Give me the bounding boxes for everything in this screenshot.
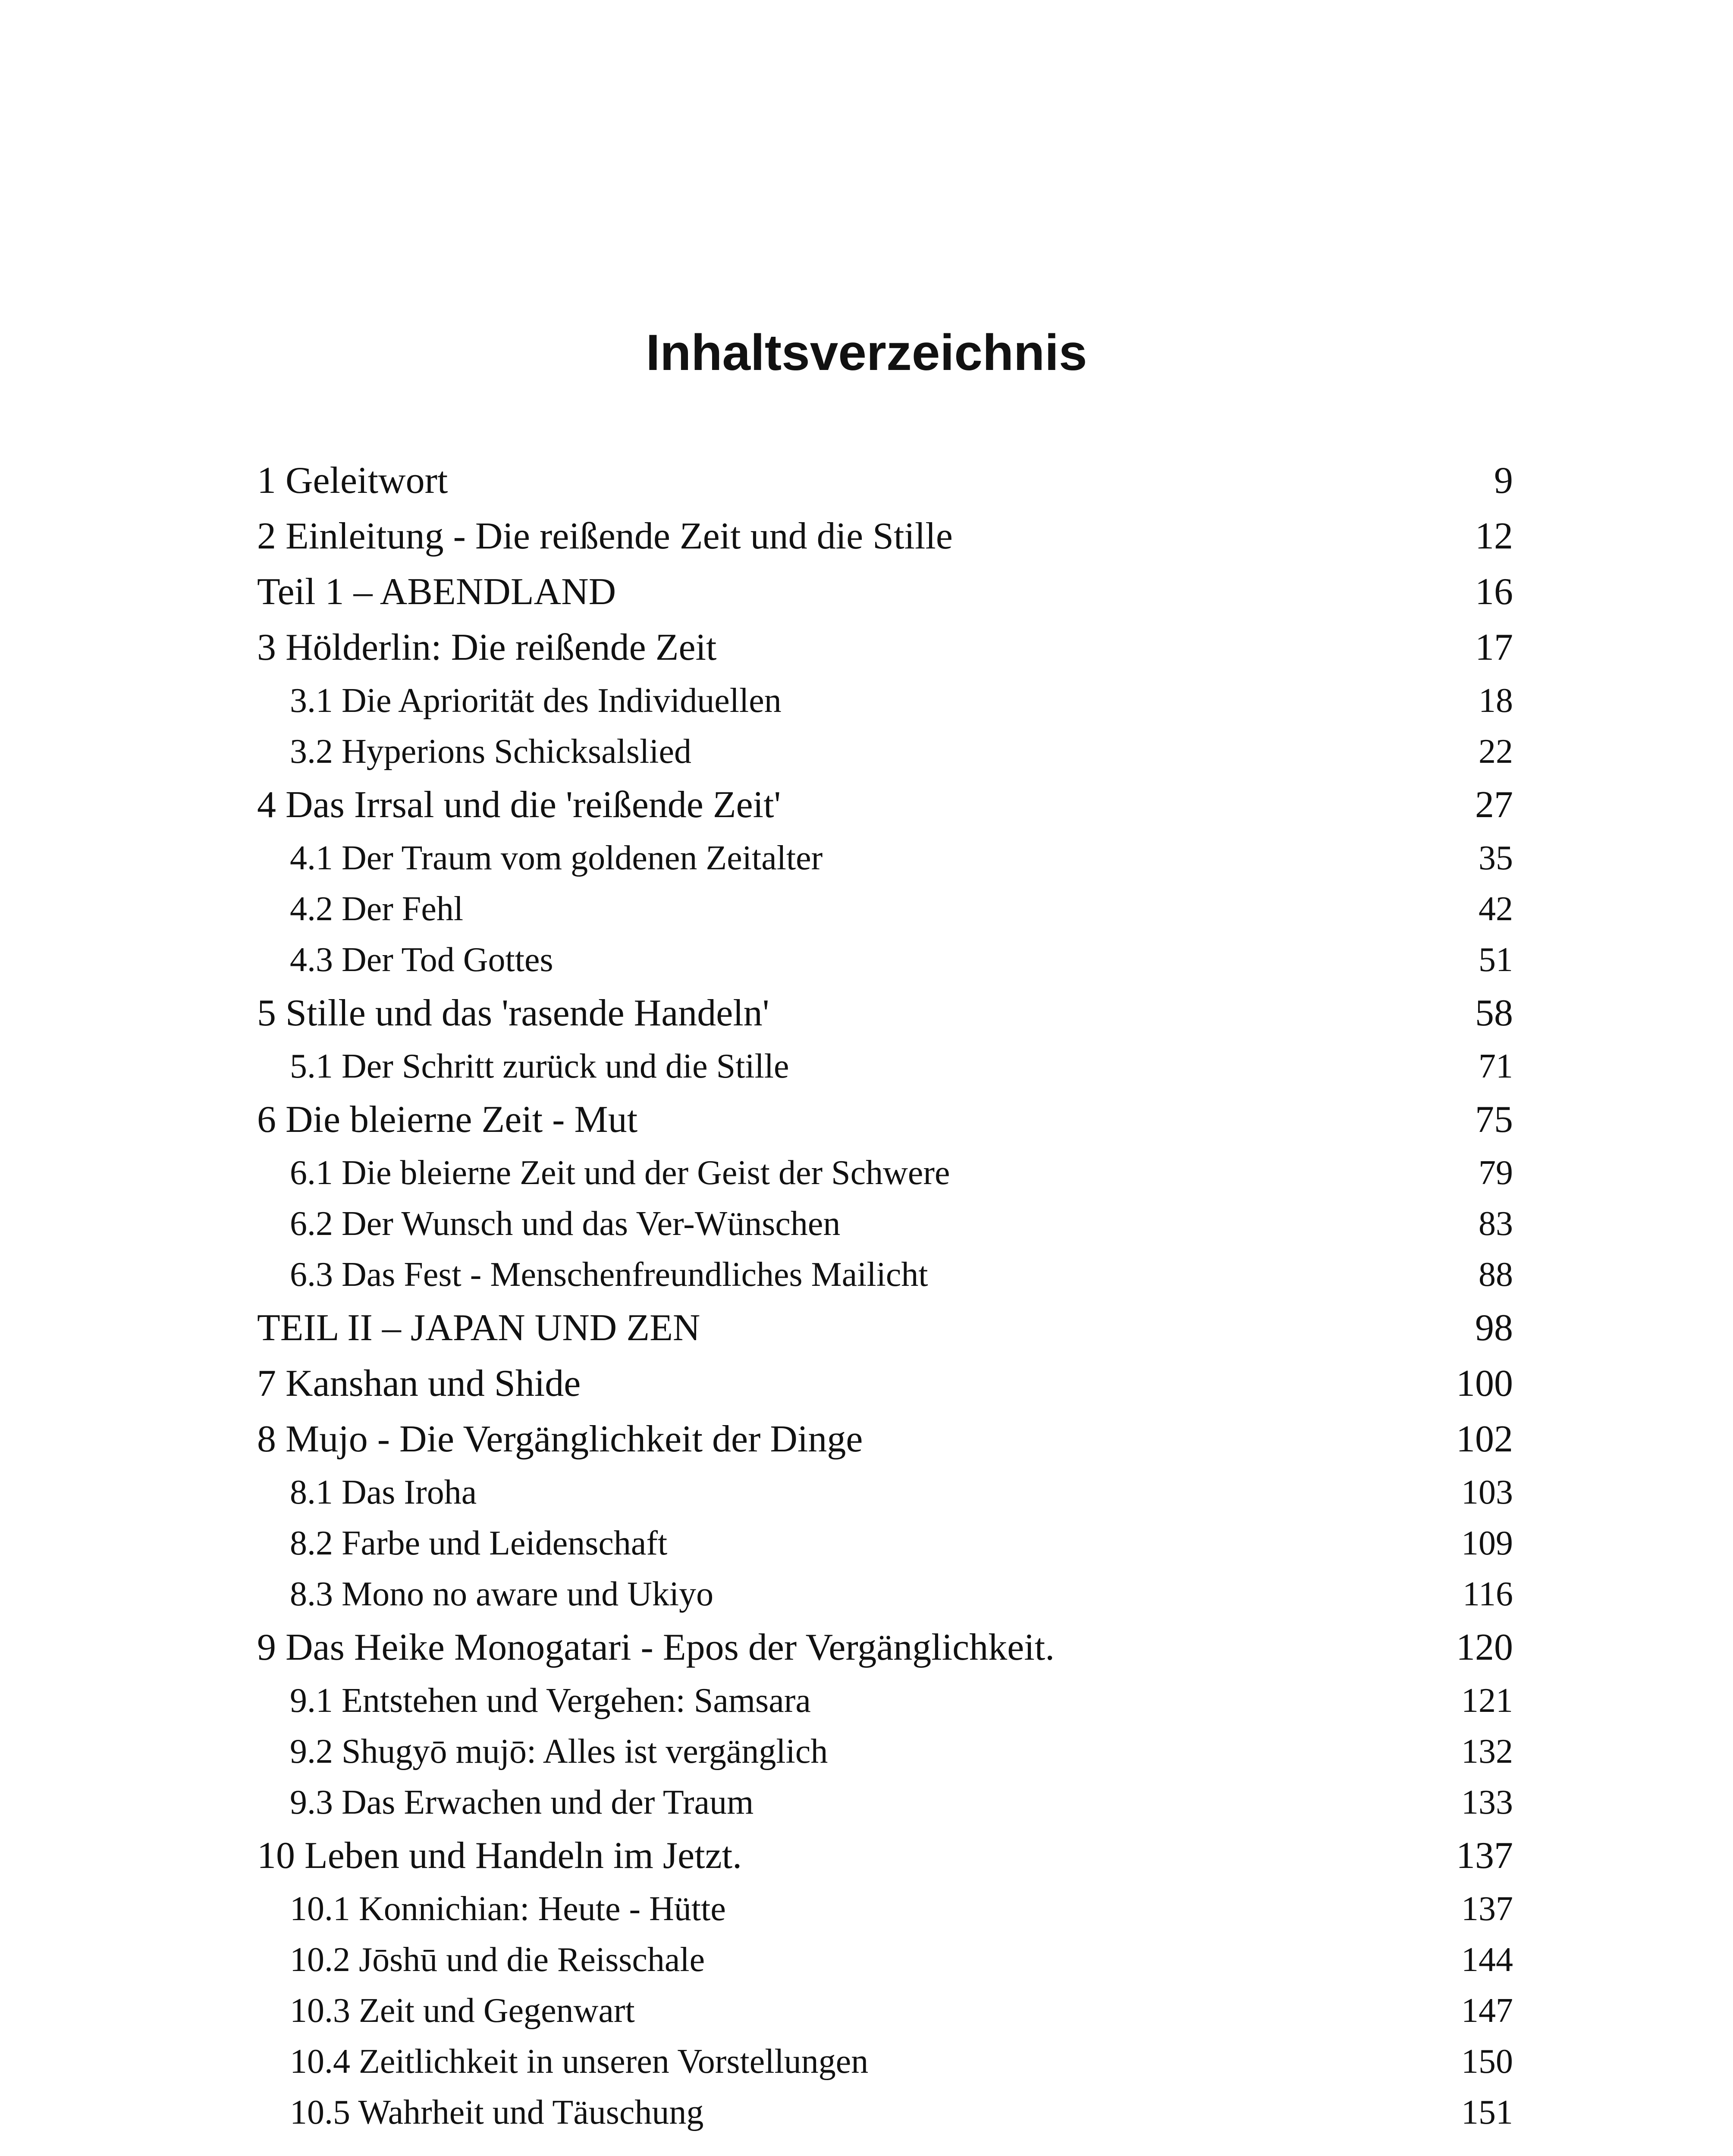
toc-entry-title: 5.1 Der Schritt zurück und die Stille	[290, 1047, 789, 1085]
toc-entry-page-number: 9	[1494, 460, 1513, 501]
toc-entry-title: 6.1 Die bleierne Zeit und der Geist der Schwere	[290, 1154, 950, 1192]
toc-entry-title: 9.2 Shugyō mujō: Alles ist vergänglich	[290, 1733, 828, 1771]
toc-entry-title: 6.3 Das Fest - Menschenfreundliches Mailicht	[290, 1256, 928, 1294]
toc-section-entry	[257, 1411, 1513, 1467]
toc-entry-page-number: 109	[1461, 1524, 1513, 1562]
toc-entry-title: 2 Einleitung - Die reißende Zeit und die Stille	[257, 515, 953, 557]
toc-entry-title: 3.1 Die Apriorität des Individuellen	[290, 682, 782, 720]
toc-entry-title: 4.3 Der Tod Gottes	[290, 941, 553, 979]
toc-entry-title: 8.3 Mono no aware und Ukiyo	[290, 1575, 714, 1613]
toc-entry-page-number: 102	[1456, 1418, 1513, 1460]
toc-subsection-entry	[257, 1467, 1513, 1518]
toc-entry-page-number: 79	[1479, 1154, 1513, 1192]
toc-entry-page-number: 103	[1461, 1473, 1513, 1511]
toc-entry-page-number: 42	[1479, 890, 1513, 928]
toc-entry-page-number: 121	[1461, 1682, 1513, 1720]
toc-entry-page-number: 16	[1475, 571, 1513, 613]
toc-entry-title: 5 Stille und das 'rasende Handeln'	[257, 992, 769, 1034]
toc-entry-page-number: 116	[1462, 1575, 1513, 1613]
toc-subsection-entry	[257, 1569, 1513, 1620]
toc-entry-title: 3.2 Hyperions Schicksalslied	[290, 733, 691, 771]
toc-section-entry	[257, 1620, 1513, 1675]
toc-subsection-entry	[257, 934, 1513, 985]
toc-entry-page-number: 35	[1479, 839, 1513, 877]
toc-entry-title: 8.1 Das Iroha	[290, 1473, 477, 1511]
toc-entry-title: 10.5 Wahrheit und Täuschung	[290, 2093, 704, 2131]
toc-entry-title: 8.2 Farbe und Leidenschaft	[290, 1524, 668, 1562]
toc-entry-title: 7 Kanshan und Shide	[257, 1363, 581, 1404]
toc-entry-page-number: 137	[1456, 1835, 1513, 1877]
toc-section-entry	[257, 1092, 1513, 1147]
toc-entry-title: 9.3 Das Erwachen und der Traum	[290, 1783, 754, 1821]
toc-entry-page-number: 71	[1479, 1047, 1513, 1085]
toc-section-entry	[257, 1300, 1513, 1356]
toc-subsection-entry	[257, 884, 1513, 934]
toc-subsection-entry	[257, 1147, 1513, 1198]
toc-entry-title: 10.4 Zeitlichkeit in unseren Vorstellungen	[290, 2043, 869, 2081]
toc-section-entry	[257, 453, 1513, 508]
toc-section-entry	[257, 564, 1513, 620]
toc-entry-page-number: 12	[1475, 515, 1513, 557]
toc-subsection-entry	[257, 1198, 1513, 1249]
toc-entry-page-number: 22	[1479, 733, 1513, 771]
toc-subsection-entry	[257, 675, 1513, 726]
toc-subsection-entry	[257, 1041, 1513, 1092]
toc-entry-page-number: 17	[1475, 627, 1513, 668]
toc-entry-page-number: 144	[1461, 1941, 1513, 1979]
page-title: Inhaltsverzeichnis	[646, 324, 1087, 381]
toc-entry-title: 4.1 Der Traum vom goldenen Zeitalter	[290, 839, 823, 877]
toc-subsection-entry	[257, 1934, 1513, 1985]
toc-entry-title: 8 Mujo - Die Vergänglichkeit der Dinge	[257, 1418, 863, 1460]
toc-subsection-entry	[257, 1985, 1513, 2036]
toc-subsection-entry	[257, 1777, 1513, 1828]
toc-section-entry	[257, 508, 1513, 564]
toc-entry-title: 10.1 Konnichian: Heute - Hütte	[290, 1890, 726, 1928]
toc-entry-title: 4 Das Irrsal und die 'reißende Zeit'	[257, 784, 781, 826]
toc-subsection-entry	[257, 1518, 1513, 1569]
toc-section-entry	[257, 985, 1513, 1041]
toc-entry-page-number: 120	[1456, 1626, 1513, 1668]
toc-section-entry	[257, 1828, 1513, 1883]
toc-entry-title: 10.3 Zeit und Gegenwart	[290, 1992, 635, 2030]
toc-entry-title: Teil 1 – ABENDLAND	[257, 571, 616, 613]
toc-section-entry	[257, 620, 1513, 675]
toc-subsection-entry	[257, 2036, 1513, 2087]
toc-entry-title: 3 Hölderlin: Die reißende Zeit	[257, 627, 717, 668]
toc-entry-page-number: 83	[1479, 1205, 1513, 1243]
toc-entry-title: 9.1 Entstehen und Vergehen: Samsara	[290, 1682, 811, 1720]
toc-subsection-entry	[257, 833, 1513, 884]
toc-section-entry	[257, 777, 1513, 833]
toc-entry-title: 6 Die bleierne Zeit - Mut	[257, 1099, 638, 1141]
toc-entry-page-number: 100	[1456, 1363, 1513, 1404]
toc-subsection-entry	[257, 1249, 1513, 1300]
toc-entry-page-number: 147	[1461, 1992, 1513, 2030]
toc-subsection-entry	[257, 1726, 1513, 1777]
toc-entry-page-number: 98	[1475, 1307, 1513, 1349]
toc-entry-page-number: 75	[1475, 1099, 1513, 1141]
toc-entry-page-number: 58	[1475, 992, 1513, 1034]
toc-subsection-entry	[257, 1883, 1513, 1934]
toc-entry-page-number: 51	[1479, 941, 1513, 979]
toc-entry-title: TEIL II – JAPAN UND ZEN	[257, 1307, 700, 1349]
toc-section-entry	[257, 1356, 1513, 1411]
toc-entry-page-number: 151	[1461, 2093, 1513, 2131]
toc-entry-title: 9 Das Heike Monogatari - Epos der Vergänglichkeit.	[257, 1626, 1055, 1668]
toc-entry-page-number: 133	[1461, 1783, 1513, 1821]
table-of-contents	[257, 453, 1513, 2138]
toc-entry-title: 6.2 Der Wunsch und das Ver-Wünschen	[290, 1205, 841, 1243]
toc-subsection-entry	[257, 726, 1513, 777]
toc-entry-page-number: 132	[1461, 1733, 1513, 1771]
toc-entry-page-number: 18	[1479, 682, 1513, 720]
toc-entry-title: 4.2 Der Fehl	[290, 890, 464, 928]
toc-entry-page-number: 150	[1461, 2043, 1513, 2081]
toc-subsection-entry	[257, 2087, 1513, 2138]
toc-entry-page-number: 88	[1479, 1256, 1513, 1294]
toc-entry-page-number: 137	[1461, 1890, 1513, 1928]
toc-entry-title: 10.2 Jōshū und die Reisschale	[290, 1941, 705, 1979]
toc-entry-title: 1 Geleitwort	[257, 460, 448, 501]
toc-entry-page-number: 27	[1475, 784, 1513, 826]
toc-entry-title: 10 Leben und Handeln im Jetzt.	[257, 1835, 742, 1877]
toc-subsection-entry	[257, 1675, 1513, 1726]
